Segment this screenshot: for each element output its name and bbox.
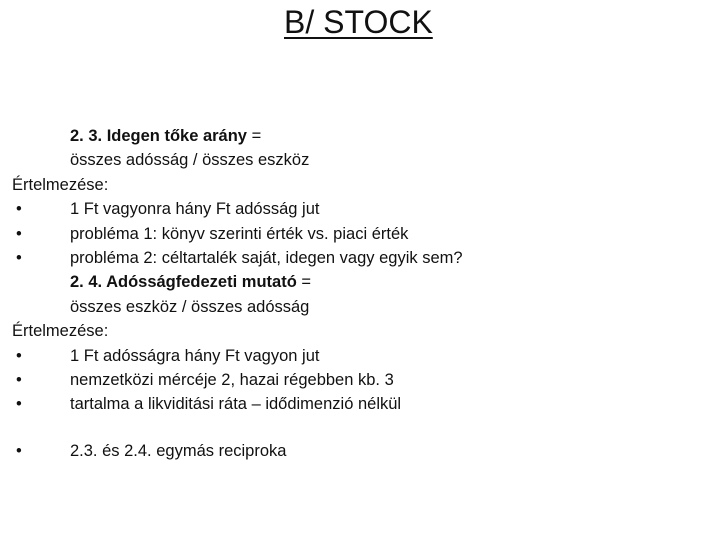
section-24-heading: [12, 270, 712, 294]
slide-content: [12, 124, 712, 463]
section-23-bullet: [12, 246, 712, 270]
section-24-bullet: [12, 368, 712, 392]
section-24-formula: összes eszköz / összes adósság: [70, 297, 310, 316]
slide-title: B/ STOCK: [284, 4, 433, 40]
section-23-heading-equals: =: [247, 127, 262, 145]
bullet-glyph: •: [16, 441, 22, 460]
section-24-bullet: [12, 392, 712, 416]
section-24-bullet-text: tartalma a likviditási ráta – idődimenzió nélkül: [70, 395, 402, 414]
bullet-glyph: •: [16, 371, 22, 390]
section-23-bullet: [12, 197, 712, 221]
bullet-glyph: •: [16, 200, 22, 219]
spacer: [12, 417, 712, 439]
bullet-glyph: •: [16, 395, 22, 414]
section-23-heading: [12, 124, 712, 148]
section-23-bullet: [12, 222, 712, 246]
bullet-glyph: •: [16, 249, 22, 268]
section-24-bullet-text: 1 Ft adósságra hány Ft vagyon jut: [70, 346, 320, 365]
closing-bullet: [12, 439, 712, 463]
section-24-interpretation-label: Értelmezése:: [12, 322, 109, 341]
section-23-heading-bold: 2. 3. Idegen tőke arány: [70, 127, 247, 145]
section-23-bullet-text: probléma 1: könyv szerinti érték vs. piaci érték: [70, 224, 409, 243]
section-24-bullet-text: nemzetközi mércéje 2, hazai régebben kb. 3: [70, 371, 394, 390]
section-24-bullet: [12, 344, 712, 368]
section-23-bullet-text: 1 Ft vagyonra hány Ft adósság jut: [70, 200, 320, 219]
bullet-glyph: •: [16, 346, 22, 365]
section-23-interpretation-label: Értelmezése:: [12, 175, 109, 194]
section-23-bullet-text: probléma 2: céltartalék saját, idegen vagy egyik sem?: [70, 249, 463, 268]
section-23-formula: összes adósság / összes eszköz: [70, 151, 310, 170]
section-24-heading-bold: 2. 4. Adósságfedezeti mutató: [70, 273, 297, 292]
bullet-glyph: •: [16, 224, 22, 243]
section-24-heading-equals: =: [296, 273, 312, 292]
closing-bullet-text: 2.3. és 2.4. egymás reciproka: [70, 441, 287, 460]
